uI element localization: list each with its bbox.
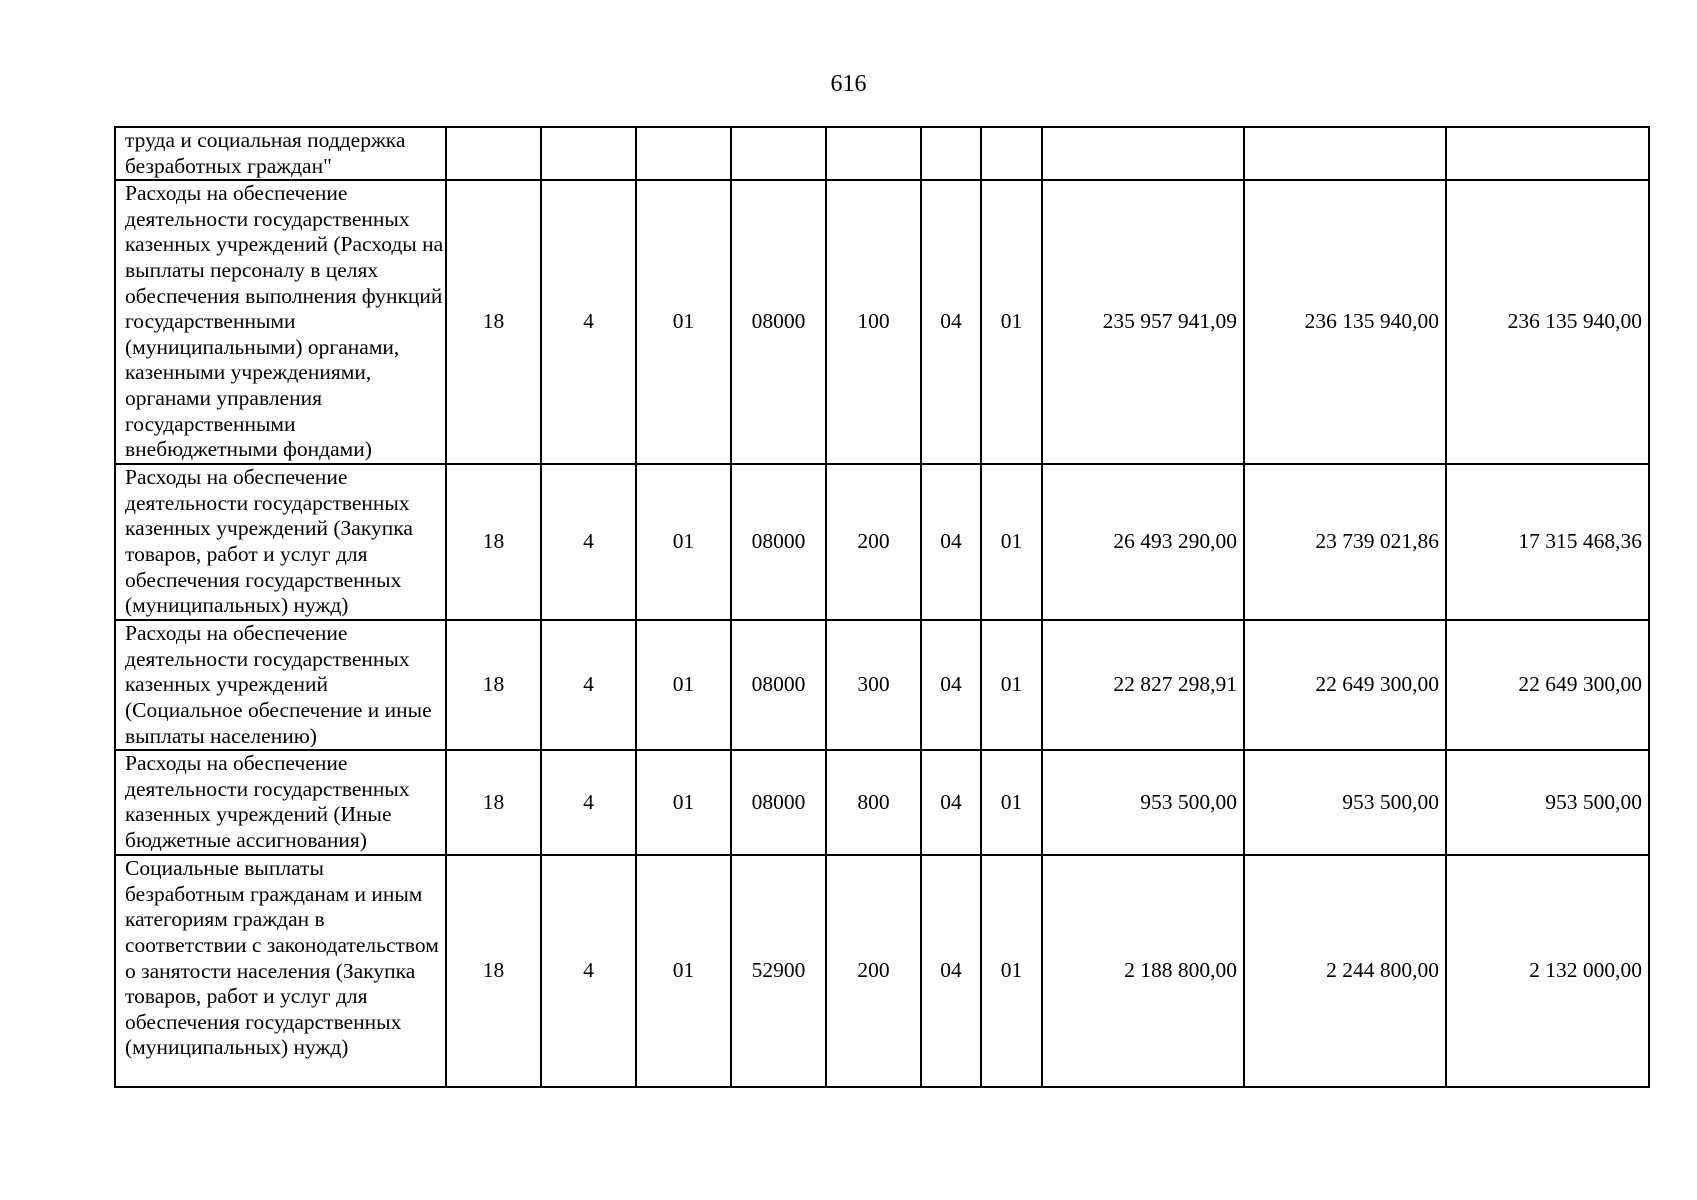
code-cell: 04 <box>921 620 981 750</box>
code-cell: 08000 <box>731 464 826 620</box>
code-cell: 4 <box>541 464 636 620</box>
amount-cell: 953 500,00 <box>1042 750 1244 855</box>
row-description: Расходы на обеспечение деятельности государственных казенных учреждений (Закупка товаров, работ и услуг для обеспечения государственных (муниципальных) нужд) <box>115 464 446 620</box>
amount-cell <box>1042 127 1244 180</box>
code-cell: 300 <box>826 620 921 750</box>
amount-cell: 17 315 468,36 <box>1446 464 1649 620</box>
page-number: 616 <box>830 71 867 97</box>
amount-cell: 22 827 298,91 <box>1042 620 1244 750</box>
row-description: Социальные выплаты безработным гражданам и иным категориям граждан в соответствии с законодательством о занятости населения (Закупка товаров, работ и услуг для обеспечения государственных (муниципальных) нужд) <box>115 855 446 1087</box>
code-cell: 04 <box>921 180 981 464</box>
code-cell: 01 <box>636 464 731 620</box>
code-cell: 01 <box>636 855 731 1087</box>
code-cell: 08000 <box>731 620 826 750</box>
code-cell <box>731 127 826 180</box>
table-row <box>115 127 1649 180</box>
amount-cell: 953 500,00 <box>1244 750 1446 855</box>
code-cell: 08000 <box>731 180 826 464</box>
code-cell: 4 <box>541 620 636 750</box>
code-cell: 200 <box>826 855 921 1087</box>
code-cell: 04 <box>921 750 981 855</box>
code-cell <box>446 127 541 180</box>
code-cell: 100 <box>826 180 921 464</box>
code-cell: 01 <box>981 620 1042 750</box>
table-row <box>115 750 1649 855</box>
code-cell: 04 <box>921 855 981 1087</box>
code-cell: 18 <box>446 464 541 620</box>
table-row <box>115 180 1649 464</box>
code-cell: 200 <box>826 464 921 620</box>
code-cell: 04 <box>921 464 981 620</box>
table-row <box>115 620 1649 750</box>
amount-cell: 2 132 000,00 <box>1446 855 1649 1087</box>
code-cell: 01 <box>981 180 1042 464</box>
code-cell <box>636 127 731 180</box>
code-cell: 18 <box>446 180 541 464</box>
row-description: Расходы на обеспечение деятельности государственных казенных учреждений (Социальное обеспечение и иные выплаты населению) <box>115 620 446 750</box>
amount-cell: 2 244 800,00 <box>1244 855 1446 1087</box>
code-cell: 01 <box>981 464 1042 620</box>
code-cell: 18 <box>446 750 541 855</box>
code-cell <box>541 127 636 180</box>
amount-cell: 953 500,00 <box>1446 750 1649 855</box>
code-cell <box>981 127 1042 180</box>
amount-cell: 22 649 300,00 <box>1446 620 1649 750</box>
code-cell <box>826 127 921 180</box>
row-description: труда и социальная поддержка безработных граждан" <box>115 127 446 180</box>
code-cell: 4 <box>541 180 636 464</box>
code-cell: 08000 <box>731 750 826 855</box>
amount-cell: 22 649 300,00 <box>1244 620 1446 750</box>
amount-cell: 23 739 021,86 <box>1244 464 1446 620</box>
table-row <box>115 855 1649 1087</box>
code-cell: 18 <box>446 855 541 1087</box>
amount-cell: 26 493 290,00 <box>1042 464 1244 620</box>
code-cell: 800 <box>826 750 921 855</box>
code-cell: 01 <box>636 750 731 855</box>
code-cell <box>921 127 981 180</box>
budget-table <box>114 126 1650 1088</box>
code-cell: 18 <box>446 620 541 750</box>
amount-cell <box>1244 127 1446 180</box>
table-row <box>115 464 1649 620</box>
amount-cell <box>1446 127 1649 180</box>
row-description: Расходы на обеспечение деятельности государственных казенных учреждений (Расходы на выплаты персоналу в целях обеспечения выполнения функций государственными (муниципальными) органами, казенными учреждениями, органами управления государственными внебюджетными фондами) <box>115 180 446 464</box>
code-cell: 01 <box>636 180 731 464</box>
code-cell: 4 <box>541 855 636 1087</box>
row-description: Расходы на обеспечение деятельности государственных казенных учреждений (Иные бюджетные ассигнования) <box>115 750 446 855</box>
code-cell: 4 <box>541 750 636 855</box>
amount-cell: 236 135 940,00 <box>1244 180 1446 464</box>
code-cell: 01 <box>981 750 1042 855</box>
code-cell: 01 <box>981 855 1042 1087</box>
code-cell: 52900 <box>731 855 826 1087</box>
amount-cell: 236 135 940,00 <box>1446 180 1649 464</box>
code-cell: 01 <box>636 620 731 750</box>
amount-cell: 235 957 941,09 <box>1042 180 1244 464</box>
amount-cell: 2 188 800,00 <box>1042 855 1244 1087</box>
